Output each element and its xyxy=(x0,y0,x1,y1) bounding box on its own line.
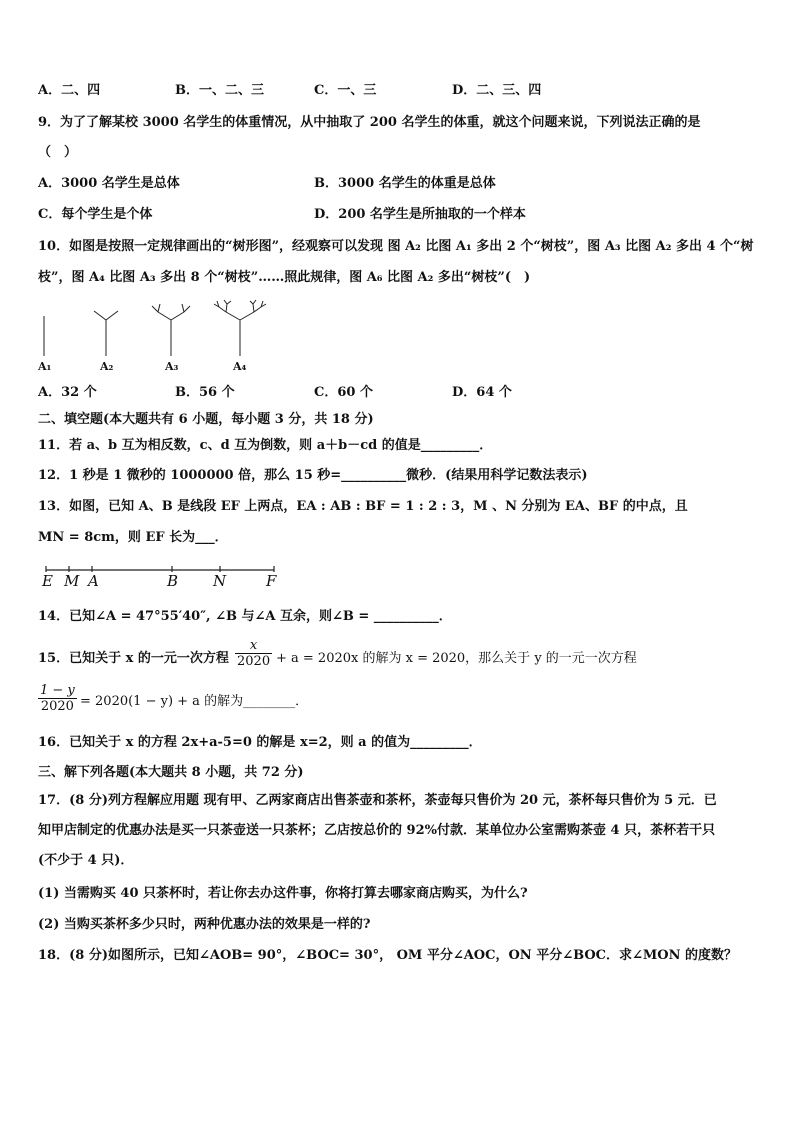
seg-label-a: A xyxy=(88,572,99,590)
section-3-heading: 三、解下列各题(本大题共 8 小题，共 72 分) xyxy=(38,765,304,780)
q10-line2: 枝”，图 A₄ 比图 A₃ 多出 8 个“树枝”……照此规律，图 A₆ 比图 A₂ 多出“树枝”( ) xyxy=(38,270,531,285)
q8-option-b: B．一、二、三 xyxy=(175,83,264,98)
q9-paren: （ ） xyxy=(38,145,78,160)
q13-line1: 13．如图，已知 A、B 是线段 EF 上两点，EA : AB : BF = 1 : 2 : 3，M 、N 分别为 EA、BF 的中点，且 xyxy=(38,499,688,514)
seg-label-e: E xyxy=(42,572,53,590)
q9-option-b: B．3000 名学生的体重是总体 xyxy=(314,176,496,191)
seg-label-b: B xyxy=(167,572,179,590)
q10-option-a: A．32 个 xyxy=(38,385,97,400)
q15-fraction-1 xyxy=(235,638,272,669)
q11: 11．若 a、b 互为相反数，c、d 互为倒数，则 a＋b－cd 的值是_________． xyxy=(38,438,493,453)
q10-line1: 10．如图是按照一定规律画出的“树形图”，经观察可以发现 图 A₂ 比图 A₁ 多出 2 个“树枝”，图 A₃ 比图 A₂ 多出 4 个“树 xyxy=(38,239,754,254)
q9-option-a: A．3000 名学生是总体 xyxy=(38,176,180,191)
q15-frac2-num: 1 − y xyxy=(40,683,75,698)
q17-line3: (不少于 4 只)． xyxy=(38,853,134,868)
q13-line2: MN = 8cm，则 EF 长为___． xyxy=(38,530,228,545)
q9-stem: 9．为了了解某校 3000 名学生的体重情况，从中抽取了 200 名学生的体重，就这个问题来说，下列说法正确的是 xyxy=(38,115,701,130)
q18: 18．(8 分)如图所示，已知∠AOB= 90°，∠BOC= 30°， OM 平分∠AOC，ON 平分∠BOC．求∠MON 的度数？ xyxy=(38,948,738,963)
q14: 14．已知∠A = 47°55′40″, ∠B 与∠A 互余，则∠B = __________． xyxy=(38,609,452,624)
q8-option-c: C．一、三 xyxy=(314,83,377,98)
q8-option-a: A．二、四 xyxy=(38,83,101,98)
q15-frac2-den: 2020 xyxy=(40,699,74,714)
q17-line1: 17．(8 分)列方程解应用题 现有甲、乙两家商店出售茶壶和茶杯，茶壶每只售价为 20 元，茶杯每只售价为 5 元．已 xyxy=(38,793,717,808)
q10-option-b: B．56 个 xyxy=(175,385,235,400)
q16: 16．已知关于 x 的方程 2x+a-5=0 的解是 x=2，则 a 的值为_________． xyxy=(38,735,482,750)
q8-option-d: D．二、三、四 xyxy=(452,83,542,98)
seg-label-n: N xyxy=(213,572,227,590)
q12: 12．1 秒是 1 微秒的 1000000 倍，那么 15 秒=__________微秒．(结果用科学记数法表示) xyxy=(38,468,588,483)
q9-option-c: C．每个学生是个体 xyxy=(38,207,153,222)
q15-line2: = 2020(1 − y) + a 的解为________． xyxy=(80,694,309,709)
tree-figure xyxy=(30,298,280,360)
seg-label-m: M xyxy=(64,572,80,590)
q15-line1-pre: 15．已知关于 x 的一元一次方程 xyxy=(38,651,229,666)
q10-option-d: D．64 个 xyxy=(452,385,512,400)
q17-sub2: (2) 当购买茶杯多少只时，两种优惠办法的效果是一样的? xyxy=(38,917,371,932)
q15-frac1-den: 2020 xyxy=(237,654,271,669)
q15-line1-mid: + a = 2020x 的解为 x = 2020，那么关于 y 的一元一次方程 xyxy=(276,651,637,666)
tree-label-a1: A₁ xyxy=(38,360,52,373)
tree-label-a4: A₄ xyxy=(233,360,247,373)
tree-label-a3: A₃ xyxy=(165,360,179,373)
tree-label-a2: A₂ xyxy=(100,360,114,373)
q9-option-d: D．200 名学生是所抽取的一个样本 xyxy=(314,207,526,222)
section-2-heading: 二、填空题(本大题共有 6 小题，每小题 3 分，共 18 分) xyxy=(38,412,374,427)
q10-option-c: C．60 个 xyxy=(314,385,373,400)
q15-frac1-num: x xyxy=(235,638,272,654)
q17-sub1: (1) 当需购买 40 只茶杯时，若让你去办这件事，你将打算去哪家商店购买，为什么? xyxy=(38,886,528,901)
q17-line2: 知甲店制定的优惠办法是买一只茶壶送一只茶杯；乙店按总价的 92%付款．某单位办公室需购茶壶 4 只，茶杯若干只 xyxy=(38,823,716,838)
seg-label-f: F xyxy=(266,572,277,590)
q15-fraction-2 xyxy=(38,683,77,714)
